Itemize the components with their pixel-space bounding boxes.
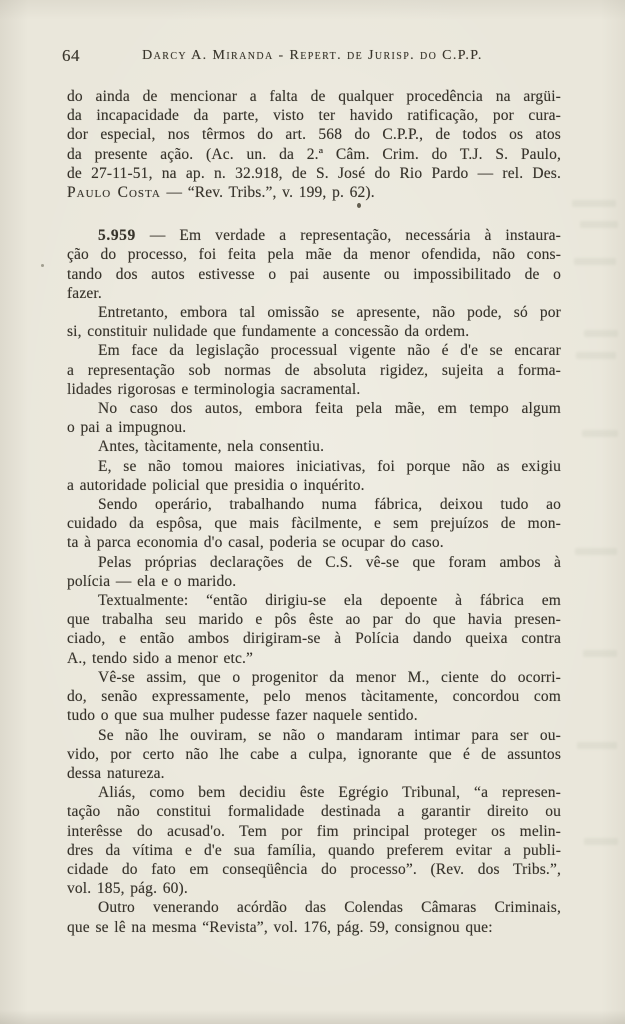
text-line: ta à parca economia d'o casal, poderia se ocupar do caso. [67,534,444,552]
text-line: interêsse do acusad'o. Tem por fim principal proteger os melin- [67,822,561,840]
page-body [67,87,561,937]
bleed-through-artifact [576,352,616,359]
bleed-through-artifact [583,650,617,657]
paragraph [67,341,561,399]
text-line: si, constituir nulidade que fundamente a concessão da ordem. [67,323,470,341]
bleed-through-artifact [584,838,618,845]
text-line: da incapacidade da parte, visto ter havido ratificação, por cura- [67,107,561,125]
text-line: ciado, e então ambos dirigiram-se à Polícia dando queixa contra [67,630,561,648]
bleed-through-artifact [575,548,617,555]
text-line: Em face da legislação processual vigente não é d'e se encarar [98,342,561,360]
text-line: tando dos autos estivesse o pai ausente ou impossibilitado de o [67,265,561,283]
text-line: Outro venerando acórdão das Colendas Câmaras Criminais, [98,899,561,917]
paragraph [67,87,561,202]
text-line: Textualmente: “então dirigiu-se ela depoente à fábrica em [98,592,561,610]
text-line: do ainda de mencionar a falta de qualquer procedência na argüi- [67,88,561,105]
text-line: Vê-se assim, que o progenitor da menor M., ciente do ocorri- [98,668,561,686]
text-line: da presente ação. (Ac. un. da 2.ª Câm. Crim. do T.J. S. Paulo, [67,145,561,163]
text-line: E, se não tomou maiores iniciativas, foi porque não as exigiu [98,457,561,475]
text-line: Se não lhe ouviram, se não o mandaram intimar para ser ou- [98,726,561,744]
bleed-through-artifact [582,430,618,437]
text-line: a autoridade policial que presidia o inquérito. [67,476,365,494]
bleed-through-artifact [584,330,618,337]
text-line: de 27-11-51, na ap. n. 32.918, de S. José do Rio Pardo — rel. Des. [67,164,561,182]
text-line: tudo o que sua mulher pudesse fazer naquele sentido. [67,707,418,725]
paragraph [67,726,561,784]
text-line: do, senão expressamente, pelo menos tàcitamente, concordou com [67,688,561,706]
text-line: lidades rigorosas e terminologia sacramental. [67,380,361,398]
text-line: vido, por certo não lhe cabe a culpa, ignorante que é de assuntos [67,745,561,763]
paragraph [67,783,561,898]
text-line: dessa natureza. [67,764,165,782]
text-line: dres da vítima e d'e sua família, quando preferem evitar a publi- [67,841,561,859]
text-line: A., tendo sido a menor etc.” [67,649,254,667]
text-line: cidade do fato em conseqüência do processo”. (Rev. dos Tribs.”, [67,860,561,878]
bleed-through-artifact [574,258,616,265]
text-line: Antes, tàcitamente, nela consentiu. [98,438,325,456]
paragraph [67,226,561,303]
text-line: que trabalha seu marido e pôs êste ao par do que havia presen- [67,611,561,629]
paragraph [67,553,561,591]
bleed-through-artifact [577,742,617,749]
text-line: fazer. [67,284,102,302]
paragraph [67,898,561,936]
text-line: Sendo operário, trabalhando numa fábrica, deixou tudo ao [98,496,561,514]
running-title: Darcy A. Miranda - Repert. de Jurisp. do C.P.P. [142,48,483,63]
paragraph [67,437,561,456]
text-line: ção do processo, foi feita pela mãe da menor ofendida, não cons- [67,246,561,264]
text-line: polícia — ela e o marido. [67,572,237,590]
text-line: 5.959 — Em verdade a representação, necessária à instaura- [98,227,561,245]
text-line: Entretanto, embora tal omissão se apresente, não pode, só por [98,304,561,322]
text-line: Paulo Costa — “Rev. Tribs.”, v. 199, p. 62). [67,184,375,202]
text-line: cuidado da espôsa, que mais fàcilmente, e sem prejuízos de mon- [67,515,561,533]
text-line: que se lê na mesma “Revista”, vol. 176, pág. 59, consignou que: [67,918,493,936]
text-line: tação não constitui formalidade destinada a garantir direito ou [67,803,561,821]
text-line: dor especial, nos têrmos do art. 568 do C.P.P., de todos os atos [67,126,561,144]
paragraph [67,303,561,341]
paragraph [67,591,561,668]
paragraph [67,457,561,495]
page-number: 64 [62,46,80,65]
bleed-through-artifact [572,200,616,207]
ink-dot-artifact [41,264,44,267]
text-line: No caso dos autos, embora feita pela mãe, em tempo algum [98,400,561,418]
bleed-through-artifact [580,221,618,228]
text-line: a representação sob normas de absoluta rigidez, sujeita a forma- [67,361,561,379]
text-line: o pai a impugnou. [67,419,187,437]
paragraph [67,399,561,437]
text-line: Aliás, como bem decidiu êste Egrégio Tribunal, “a represen- [98,784,561,802]
page-header [0,48,625,64]
text-line: vol. 185, pág. 60). [67,880,188,898]
ink-dot-artifact [357,203,361,208]
paragraph [67,495,561,553]
paragraph [67,668,561,726]
text-line: Pelas próprias declarações de C.S. vê-se que foram ambos à [98,553,561,571]
